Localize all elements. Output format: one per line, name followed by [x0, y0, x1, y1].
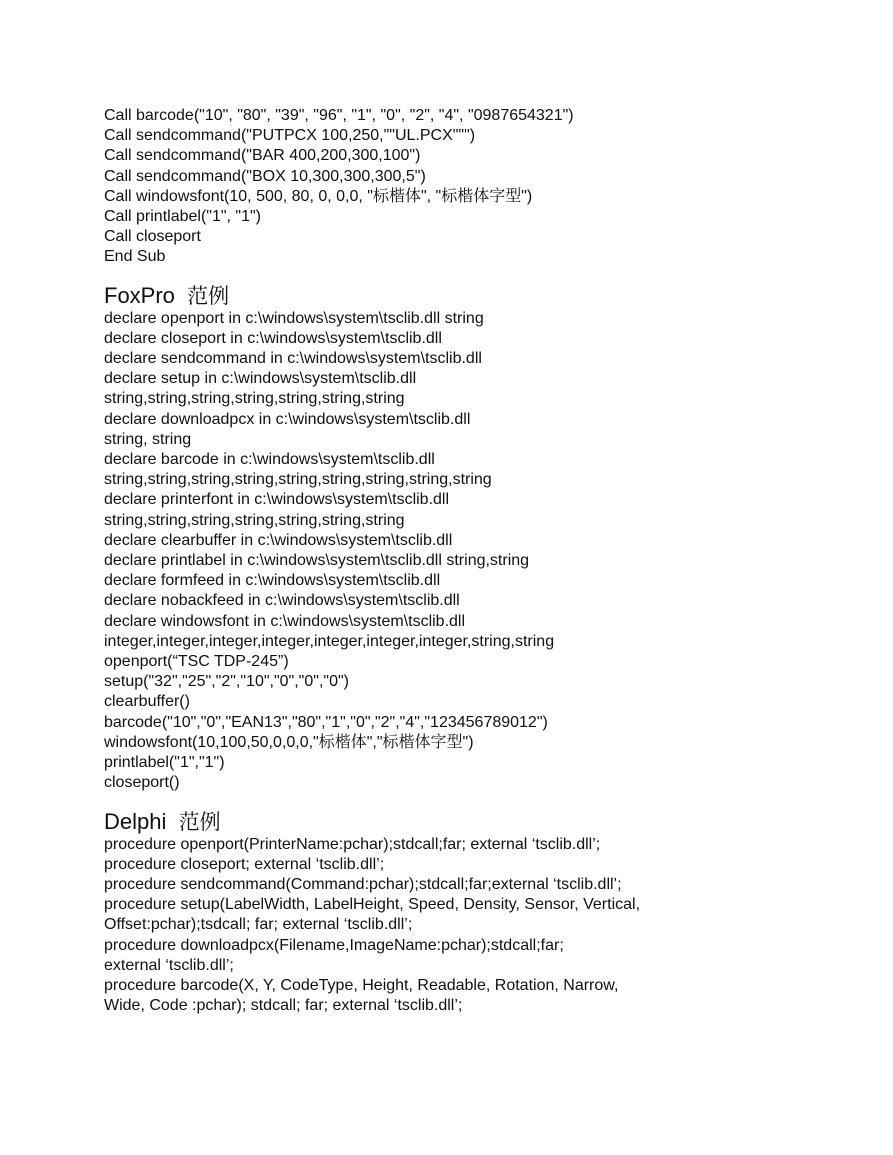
code-line: procedure sendcommand(Command:pchar);stdcall;far;external ‘tsclib.dll’; — [104, 875, 622, 893]
code-line: string, string — [104, 430, 192, 448]
foxpro-title-text: FoxPro — [104, 282, 175, 308]
code-line: procedure openport(PrinterName:pchar);stdcall;far; external ‘tsclib.dll’; — [104, 835, 601, 853]
foxpro-code-block — [104, 309, 864, 794]
code-line: string,string,string,string,string,string,string — [104, 511, 405, 529]
code-line: declare clearbuffer in c:\windows\system\tsclib.dll — [104, 531, 453, 549]
document-page — [104, 106, 864, 1016]
code-line: Call windowsfont(10, 500, 80, 0, 0,0, "标楷体", "标楷体字型") — [104, 187, 533, 205]
code-line: Call barcode("10", "80", "39", "96", "1", "0", "2", "4", "0987654321") — [104, 107, 574, 124]
code-line: declare formfeed in c:\windows\system\tsclib.dll — [104, 572, 441, 590]
code-line: declare barcode in c:\windows\system\tsclib.dll — [104, 451, 435, 469]
code-line: declare setup in c:\windows\system\tsclib.dll — [104, 370, 417, 388]
code-line: procedure closeport; external ‘tsclib.dll’; — [104, 855, 385, 873]
delphi-title-text: Delphi — [104, 808, 167, 834]
code-line: declare openport in c:\windows\system\tsclib.dll string — [104, 309, 484, 327]
code-line: procedure downloadpcx(Filename,ImageName:pchar);stdcall;far; — [104, 936, 564, 954]
code-line: Call closeport — [104, 228, 201, 246]
code-line: Wide, Code :pchar); stdcall; far; external ‘tsclib.dll’; — [104, 997, 463, 1015]
code-line: procedure setup(LabelWidth, LabelHeight, Speed, Density, Sensor, Vertical, — [104, 896, 641, 914]
code-line: Call sendcommand("BOX 10,300,300,300,5") — [104, 167, 426, 185]
code-line: declare downloadpcx in c:\windows\system\tsclib.dll — [104, 410, 471, 428]
code-line: clearbuffer() — [104, 693, 190, 711]
code-line: integer,integer,integer,integer,integer,integer,integer,string,string — [104, 632, 555, 650]
delphi-section-title — [104, 809, 864, 835]
code-line: external ‘tsclib.dll’; — [104, 956, 234, 974]
code-line: string,string,string,string,string,string,string,string,string — [104, 471, 492, 489]
code-line: declare windowsfont in c:\windows\system\tsclib.dll — [104, 612, 466, 630]
code-line: printlabel("1","1") — [104, 754, 225, 772]
code-line: declare printlabel in c:\windows\system\tsclib.dll string,string — [104, 552, 530, 570]
code-line: barcode("10","0","EAN13","80","1","0","2","4","123456789012") — [104, 713, 548, 731]
foxpro-title-suffix: 范例 — [187, 283, 230, 308]
code-line: procedure barcode(X, Y, CodeType, Height, Readable, Rotation, Narrow, — [104, 976, 619, 994]
code-line: declare printerfont in c:\windows\system\tsclib.dll — [104, 491, 450, 509]
code-line: string,string,string,string,string,string,string — [104, 390, 405, 408]
code-line: End Sub — [104, 248, 166, 266]
code-line: Offset:pchar);tsdcall; far; external ‘tsclib.dll’; — [104, 916, 413, 934]
code-line: windowsfont(10,100,50,0,0,0,"标楷体","标楷体字型") — [104, 733, 474, 751]
code-line: declare closeport in c:\windows\system\tsclib.dll — [104, 329, 442, 347]
code-line: Call printlabel("1", "1") — [104, 208, 261, 226]
code-line: closeport() — [104, 774, 180, 792]
code-line: openport(“TSC TDP-245”) — [104, 653, 289, 671]
vb-code-tail — [104, 106, 864, 268]
delphi-title-suffix: 范例 — [178, 809, 221, 834]
foxpro-section-title — [104, 283, 864, 309]
code-line: declare sendcommand in c:\windows\system\tsclib.dll — [104, 350, 482, 368]
delphi-code-block — [104, 835, 864, 1017]
code-line: Call sendcommand("PUTPCX 100,250,""UL.PCX""") — [104, 127, 476, 145]
code-line: declare nobackfeed in c:\windows\system\tsclib.dll — [104, 592, 460, 610]
code-line: Call sendcommand("BAR 400,200,300,100") — [104, 147, 421, 165]
code-line: setup("32","25","2","10","0","0","0") — [104, 673, 349, 691]
